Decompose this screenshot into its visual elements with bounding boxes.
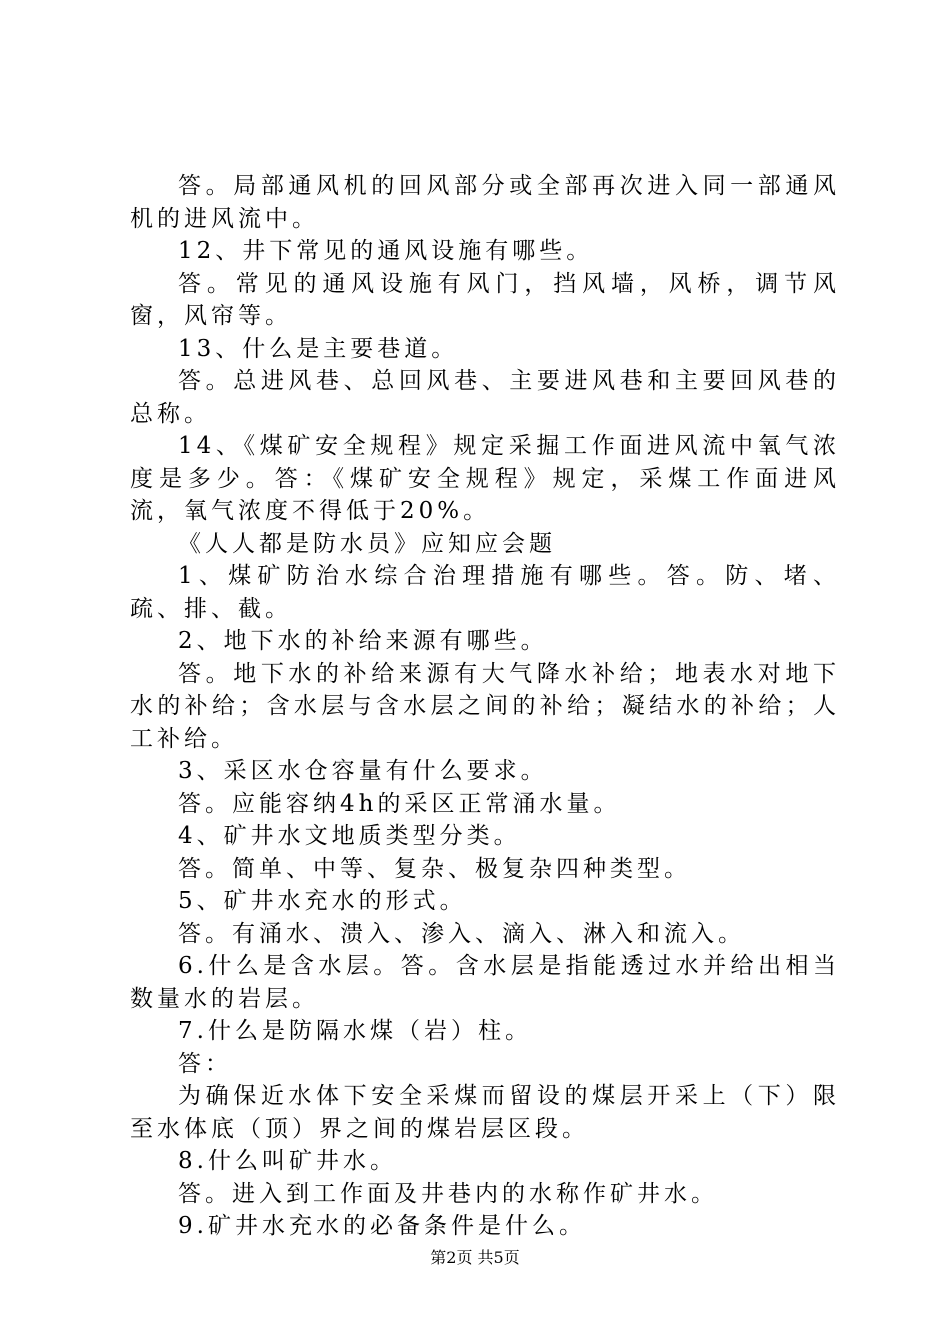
paragraph: 为确保近水体下安全采煤而留设的煤层开采上（下）限至水体底（顶）界之间的煤岩层区段。 [130,1083,840,1142]
document-body [130,170,840,1243]
section-heading: 《人人都是防水员》应知应会题 [178,530,556,557]
paragraph: 4、矿井水文地质类型分类。 [178,823,521,849]
paragraph: 7.什么是防隔水煤（岩）柱。 [178,1018,532,1044]
page-number-footer: 第2页 共5页 [430,1248,520,1267]
paragraph: 6.什么是含水层。答。含水层是指能透过水并给出相当数量水的岩层。 [130,953,840,1012]
paragraph: 13、什么是主要巷道。 [178,335,459,362]
paragraph: 答。总进风巷、总回风巷、主要进风巷和主要回风巷的总称。 [130,368,840,427]
paragraph: 答。简单、中等、复杂、极复杂四种类型。 [178,855,691,882]
paragraph: 答。应能容纳4h的采区正常涌水量。 [178,790,621,817]
paragraph: 答。有涌水、溃入、渗入、滴入、淋入和流入。 [178,920,745,947]
paragraph: 3、采区水仓容量有什么要求。 [178,758,548,784]
paragraph: 12、井下常见的通风设施有哪些。 [178,238,594,264]
paragraph: 答。局部通风机的回风部分或全部再次进入同一部通风机的进风流中。 [130,173,840,232]
paragraph: 答。常见的通风设施有风门，挡风墙，风桥，调节风窗，风帘等。 [130,270,840,329]
paragraph: 2、地下水的补给来源有哪些。 [178,628,548,654]
paragraph: 14、《煤矿安全规程》规定采掘工作面进风流中氧气浓度是多少。答：《煤矿安全规程》规定，采煤工作面进风流，氧气浓度不得低于20%。 [130,433,840,524]
paragraph: 答。进入到工作面及井巷内的水称作矿井水。 [178,1180,718,1207]
paragraph: 答： [178,1050,232,1077]
paragraph: 5、矿井水充水的形式。 [178,888,467,914]
paragraph: 答。地下水的补给来源有大气降水补给；地表水对地下水的补给；含水层与含水层之间的补给；凝结水的补给；人工补给。 [130,660,840,752]
paragraph: 1、煤矿防治水综合治理措施有哪些。答。防、堵、疏、排、截。 [130,563,840,622]
paragraph: 9.矿井水充水的必备条件是什么。 [178,1213,586,1239]
paragraph: 8.什么叫矿井水。 [178,1148,397,1174]
